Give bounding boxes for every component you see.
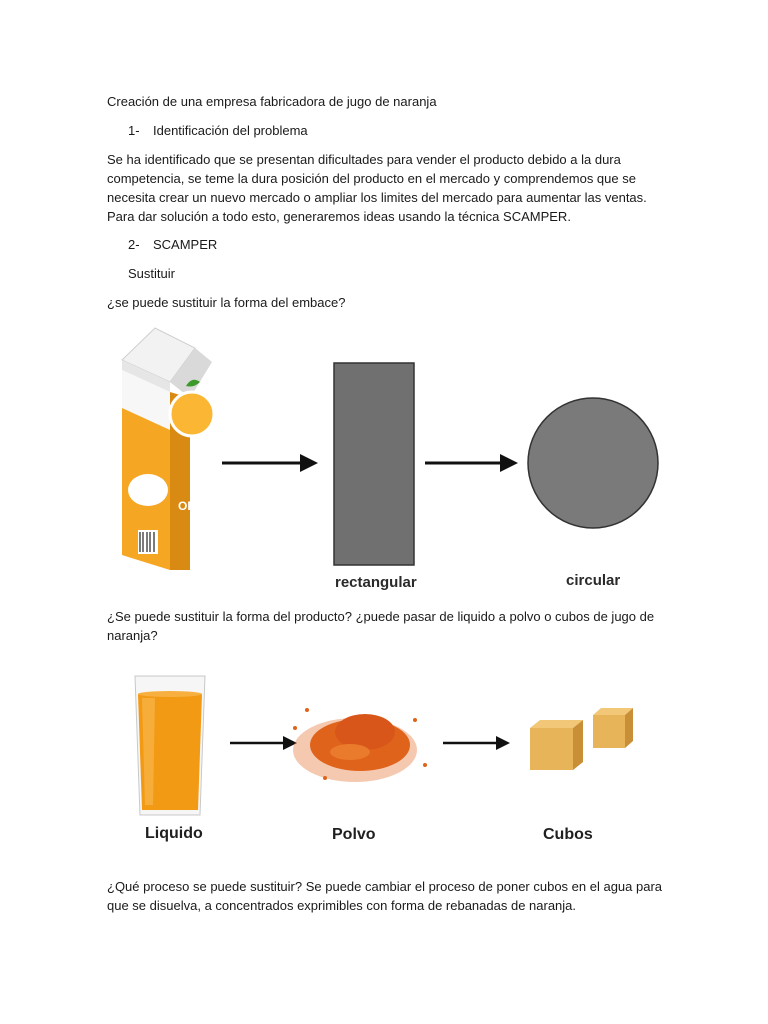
- orange-carton-image: [122, 328, 214, 570]
- label-liquido: Liquido: [145, 825, 203, 842]
- section-2-number: 2-: [128, 237, 140, 252]
- label-circular: circular: [566, 572, 621, 589]
- question-process: ¿Qué proceso se puede sustituir? Se puede cambiar el proceso de poner cubos en el agua para que se disuelva, a concentrados exprimibles con forma de rebanadas de naranja.: [107, 879, 663, 913]
- subheading-sustituir: Sustituir: [128, 266, 175, 281]
- juice-cubes-image: [530, 708, 633, 770]
- arrow-icon: [425, 454, 518, 472]
- arrow-icon: [230, 736, 297, 750]
- section-1-heading: Identificación del problema: [153, 123, 308, 138]
- container-shape-figure: [100, 320, 670, 600]
- document-title: Creación de una empresa fabricadora de jugo de naranja: [107, 94, 437, 109]
- circular-shape: [528, 398, 658, 528]
- product-form-figure: [125, 670, 665, 825]
- carton-brand-text: ORANGE: [178, 499, 231, 513]
- juice-glass-image: [135, 676, 205, 815]
- problem-paragraph: Se ha identificado que se presentan dificultades para vender el producto debido a la dura competencia, se teme la dura posición del producto en el mercado y comprendemos que se necesita crear un nuevo mercado o ampliar los limites del mercado para aumentar las ventas. Para dar solución a todo esto, generaremos ideas usando la técnica SCAMPER.: [107, 152, 647, 224]
- label-rectangular: rectangular: [335, 574, 417, 591]
- section-2-heading: SCAMPER: [153, 237, 218, 252]
- label-polvo: Polvo: [332, 826, 376, 843]
- question-product-form: ¿Se puede sustituir la forma del producto? ¿puede pasar de liquido a polvo o cubos de jugo de naranja?: [107, 609, 655, 643]
- label-cubos: Cubos: [543, 826, 593, 843]
- orange-powder-image: [293, 708, 427, 782]
- section-1-number: 1-: [128, 123, 140, 138]
- arrow-icon: [443, 736, 510, 750]
- question-container-shape: ¿se puede sustituir la forma del embace?: [107, 295, 346, 310]
- arrow-icon: [222, 454, 318, 472]
- rectangular-shape: [334, 363, 414, 565]
